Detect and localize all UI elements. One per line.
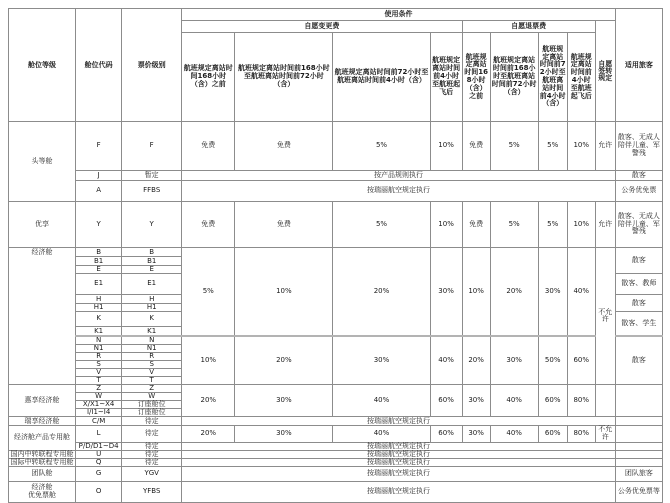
cell-g3-c3: 40% — [333, 385, 430, 417]
cell-g1-r3: 30% — [538, 248, 567, 337]
cell-code: K — [76, 312, 122, 327]
hdr-refund-fee-group: 自愿退票费 — [462, 21, 595, 33]
cell-P-code: P/D/D1~D4 — [76, 442, 122, 450]
cell-code: H1 — [76, 304, 122, 312]
cell-g3-r1: 30% — [462, 385, 490, 417]
cell-F-fare: F — [122, 122, 182, 171]
cell-Y-fare: Y — [122, 202, 182, 248]
label-intl-transfer: 国际中转联程专用舱 — [9, 458, 76, 466]
cell-g2-c4: 40% — [430, 336, 462, 385]
cell-g3-c4: 60% — [430, 385, 462, 417]
cell-g2-r1: 20% — [462, 336, 490, 385]
cell-fare: K — [122, 312, 182, 327]
cell-g3-r2: 40% — [490, 385, 538, 417]
hdr-refund-col-4: 航班规定离站时间前4小时至航班起飞后 — [567, 33, 595, 122]
cell-Q-pax — [615, 458, 662, 466]
cell-g1-r1: 10% — [462, 248, 490, 337]
cell-J-rule: 按产品规则执行 — [182, 171, 616, 181]
label-ruixiang: 瑞享经济舱 — [9, 417, 76, 426]
cell-code: I/I1~I4 — [76, 409, 122, 417]
fare-rules-table — [8, 8, 663, 503]
cell-L-code: L — [76, 426, 122, 443]
cell-L-fare: 待定 — [122, 426, 182, 443]
cell-A-rule: 按瑞丽航空规定执行 — [182, 181, 616, 202]
cell-g2-c3: 30% — [333, 336, 430, 385]
label-eco-free-line2: 优免票舱 — [28, 490, 57, 499]
cell-L-c4: 60% — [430, 426, 462, 443]
cell-g3-r4: 80% — [567, 385, 595, 417]
cell-J-code: J — [76, 171, 122, 181]
cell-fare: 订座舱位 — [122, 401, 182, 409]
cell-code: V — [76, 369, 122, 377]
cell-fare: N — [122, 336, 182, 345]
cell-J-fare: 暂定 — [122, 171, 182, 181]
label-eco-free-line1: 经济舱 — [31, 482, 53, 491]
cell-code: X/X1~X4 — [76, 401, 122, 409]
cell-G-fare: YGV — [122, 466, 182, 481]
cell-F-c1: 免费 — [182, 122, 235, 171]
cell-code: S — [76, 361, 122, 369]
cell-F-code: F — [76, 122, 122, 171]
cell-code: W — [76, 393, 122, 401]
cell-P-pax — [615, 442, 662, 450]
cell-code: N1 — [76, 345, 122, 353]
cell-Y-c1: 免费 — [182, 202, 235, 248]
cell-pax-h: 散客 — [615, 295, 662, 312]
label-economy: 经济舱 — [9, 248, 76, 385]
label-eco-free — [9, 481, 76, 502]
cell-G-pax: 团队旅客 — [615, 466, 662, 481]
hdr-refund-col-1: 航班规定离站时间168小时（含）之前 — [462, 33, 490, 122]
hdr-passengers: 适用旅客 — [615, 9, 662, 122]
cell-code: B1 — [76, 257, 122, 266]
hdr-cabin-code: 舱位代码 — [76, 9, 122, 122]
cell-U-code: U — [76, 450, 122, 458]
cell-g3-r3: 60% — [538, 385, 567, 417]
cell-g1-c1: 5% — [182, 248, 235, 337]
hdr-refund-col-2: 航班规定离站时间前168小时至航班离站时间前72小时（含） — [490, 33, 538, 122]
hdr-endorsement: 自愿签转规定 — [595, 21, 615, 122]
cell-J-pax: 散客 — [615, 171, 662, 181]
label-eco-product: 经济舱产品专用舱 — [9, 426, 76, 451]
cell-code: T — [76, 377, 122, 385]
cell-O-pax: 公务优免票等 — [615, 481, 662, 502]
cell-F-r1: 免费 — [462, 122, 490, 171]
cell-fare: V — [122, 369, 182, 377]
cell-g1-c4: 30% — [430, 248, 462, 337]
cell-Q-rule: 按瑞丽航空规定执行 — [182, 458, 616, 466]
cell-Y-r4: 10% — [567, 202, 595, 248]
cell-U-fare: 待定 — [122, 450, 182, 458]
cell-L-r2: 40% — [490, 426, 538, 443]
cell-fare: B1 — [122, 257, 182, 266]
cell-L-c2: 30% — [235, 426, 333, 443]
cell-economy-endorse: 不允许 — [595, 248, 615, 385]
cell-g3-c2: 30% — [235, 385, 333, 417]
cell-Y-endorse: 允许 — [595, 202, 615, 248]
cell-O-rule: 按瑞丽航空规定执行 — [182, 481, 616, 502]
cell-fare: W — [122, 393, 182, 401]
cell-Y-r3: 5% — [538, 202, 567, 248]
label-premium: 优享 — [9, 202, 76, 248]
cell-A-fare: FFBS — [122, 181, 182, 202]
cell-F-c4: 10% — [430, 122, 462, 171]
cell-fare: 订座舱位 — [122, 409, 182, 417]
cell-L-c3: 40% — [333, 426, 430, 443]
cell-g1-r2: 20% — [490, 248, 538, 337]
cell-Y-r2: 5% — [490, 202, 538, 248]
hdr-change-col-1: 航班规定离站时间168小时（含）之前 — [182, 33, 235, 122]
cell-fare: S — [122, 361, 182, 369]
cell-F-c2: 免费 — [235, 122, 333, 171]
cell-L-r1: 30% — [462, 426, 490, 443]
cell-fare: N1 — [122, 345, 182, 353]
cell-pax-b-e: 散客 — [615, 248, 662, 274]
hdr-usage-conditions: 使用条件 — [182, 9, 616, 21]
hdr-cabin-class: 舱位等级 — [9, 9, 76, 122]
cell-F-r3: 5% — [538, 122, 567, 171]
cell-fare: K1 — [122, 327, 182, 337]
cell-code: N — [76, 336, 122, 345]
cell-g1-c2: 10% — [235, 248, 333, 337]
cell-F-r2: 5% — [490, 122, 538, 171]
cell-g1-r4: 40% — [567, 248, 595, 337]
cell-fare: H — [122, 295, 182, 304]
cell-code: E — [76, 266, 122, 274]
cell-pax-e1: 散客、教师 — [615, 274, 662, 295]
cell-Y-c2: 免费 — [235, 202, 333, 248]
cell-fare: H1 — [122, 304, 182, 312]
cell-g2-c1: 10% — [182, 336, 235, 385]
cell-pax-n-t: 散客 — [615, 336, 662, 385]
cell-fare: T — [122, 377, 182, 385]
cell-L-endorse: 不允许 — [595, 426, 615, 443]
cell-Y-c3: 5% — [333, 202, 430, 248]
cell-G-code: G — [76, 466, 122, 481]
cell-pax-k: 散客、学生 — [615, 312, 662, 337]
label-huixiang: 惠享经济舱 — [9, 385, 76, 417]
cell-fare: E1 — [122, 274, 182, 295]
cell-code: E1 — [76, 274, 122, 295]
hdr-change-col-4: 航班规定离站时间前4小时至航班起飞后 — [430, 33, 462, 122]
cell-Y-r1: 免费 — [462, 202, 490, 248]
cell-P-rule: 按瑞丽航空规定执行 — [182, 442, 616, 450]
cell-CM-fare: 待定 — [122, 417, 182, 426]
hdr-change-col-2: 航班规定离站时间前168小时至航班离站时间前72小时（含） — [235, 33, 333, 122]
cell-CM-pax — [615, 417, 662, 426]
cell-g2-c2: 20% — [235, 336, 333, 385]
cell-code: H — [76, 295, 122, 304]
cell-fare: E — [122, 266, 182, 274]
cell-code: B — [76, 248, 122, 257]
cell-CM-code: C/M — [76, 417, 122, 426]
cell-fare: Z — [122, 385, 182, 393]
cell-code: K1 — [76, 327, 122, 337]
cell-Q-fare: 待定 — [122, 458, 182, 466]
cell-CM-rule: 按瑞丽航空规定执行 — [182, 417, 616, 426]
cell-Y-pax: 散客、无成人陪伴儿童、军警残 — [615, 202, 662, 248]
label-domestic-transfer: 国内中转联程专用舱 — [9, 450, 76, 458]
cell-A-pax: 公务优免票 — [615, 181, 662, 202]
cell-G-rule: 按瑞丽航空规定执行 — [182, 466, 616, 481]
cell-fare: R — [122, 353, 182, 361]
cell-huixiang-pax — [615, 385, 662, 417]
hdr-change-col-3: 航班规定离站时间前72小时至航班离站时间前4小时（含） — [333, 33, 430, 122]
cell-F-endorse: 允许 — [595, 122, 615, 171]
cell-F-r4: 10% — [567, 122, 595, 171]
cell-Y-code: Y — [76, 202, 122, 248]
cell-O-code: O — [76, 481, 122, 502]
label-first-class: 头等舱 — [9, 122, 76, 202]
cell-code: R — [76, 353, 122, 361]
cell-Y-c4: 10% — [430, 202, 462, 248]
hdr-refund-col-3: 航班规定离站时间前72小时至航班离站时间前4小时（含） — [538, 33, 567, 122]
hdr-change-fee-group: 自愿变更费 — [182, 21, 462, 33]
cell-F-pax: 散客、无成人陪伴儿童、军警残 — [615, 122, 662, 171]
cell-F-c3: 5% — [333, 122, 430, 171]
cell-g2-r3: 50% — [538, 336, 567, 385]
cell-code: Z — [76, 385, 122, 393]
cell-U-rule: 按瑞丽航空规定执行 — [182, 450, 616, 458]
cell-L-pax — [615, 426, 662, 443]
cell-P-fare: 待定 — [122, 442, 182, 450]
cell-L-c1: 20% — [182, 426, 235, 443]
label-team: 团队舱 — [9, 466, 76, 481]
cell-g1-c3: 20% — [333, 248, 430, 337]
hdr-fare-level: 票价级别 — [122, 9, 182, 122]
cell-huixiang-endorse — [595, 385, 615, 417]
cell-O-fare: YFBS — [122, 481, 182, 502]
cell-Q-code: Q — [76, 458, 122, 466]
cell-L-r4: 80% — [567, 426, 595, 443]
cell-g2-r4: 60% — [567, 336, 595, 385]
cell-U-pax — [615, 450, 662, 458]
cell-g3-c1: 20% — [182, 385, 235, 417]
cell-fare: B — [122, 248, 182, 257]
cell-A-code: A — [76, 181, 122, 202]
cell-g2-r2: 30% — [490, 336, 538, 385]
cell-L-r3: 60% — [538, 426, 567, 443]
